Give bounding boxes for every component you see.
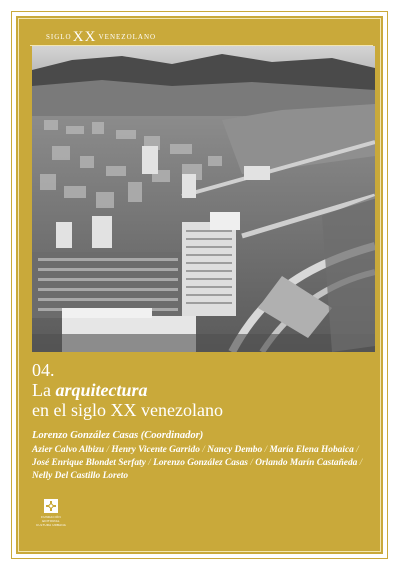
author-name: Orlando Marín Castañeda <box>255 458 358 468</box>
book-title-line-1: La arquitectura <box>32 380 148 400</box>
author-list <box>32 444 370 483</box>
publisher-name: FUNDACIÓN EDITORIAL CULTURA URBANA <box>36 515 66 527</box>
author-name: Nelly Del Castillo Loreto <box>32 471 129 481</box>
author-separator: / <box>262 445 270 455</box>
author-name: Nancy Dembo <box>207 445 263 455</box>
volume-number: 04. <box>32 360 55 380</box>
author-separator: / <box>104 445 112 455</box>
book-cover <box>12 12 387 558</box>
author-name: Lorenzo González Casas <box>153 458 248 468</box>
book-title-line-2: en el siglo XX venezolano <box>32 400 223 420</box>
author-name: Azier Calvo Albizu <box>32 445 105 455</box>
cover-photo-aerial-city <box>32 46 375 352</box>
book-title-emphasis: arquitectura <box>55 380 148 400</box>
author-separator: / <box>145 458 154 468</box>
author-name: Henry Vicente Garrido <box>111 445 200 455</box>
series-header <box>30 30 373 44</box>
author-name: José Enrique Blondet Serfaty <box>32 458 146 468</box>
author-name: María Elena Hobaica <box>269 445 354 455</box>
series-label-left: SIGLO <box>46 33 72 41</box>
editor-credit: Lorenzo González Casas (Coordinador) <box>32 430 204 441</box>
author-separator: / <box>199 445 208 455</box>
series-label-right: VENEZOLANO <box>98 33 157 41</box>
publisher-emblem-icon <box>44 499 58 513</box>
author-separator: / <box>357 458 363 468</box>
author-separator: / <box>353 445 359 455</box>
publisher-logo <box>32 499 70 527</box>
series-mark-xx: XX <box>72 28 97 45</box>
author-separator: / <box>247 458 256 468</box>
aerial-city-illustration <box>32 46 375 352</box>
